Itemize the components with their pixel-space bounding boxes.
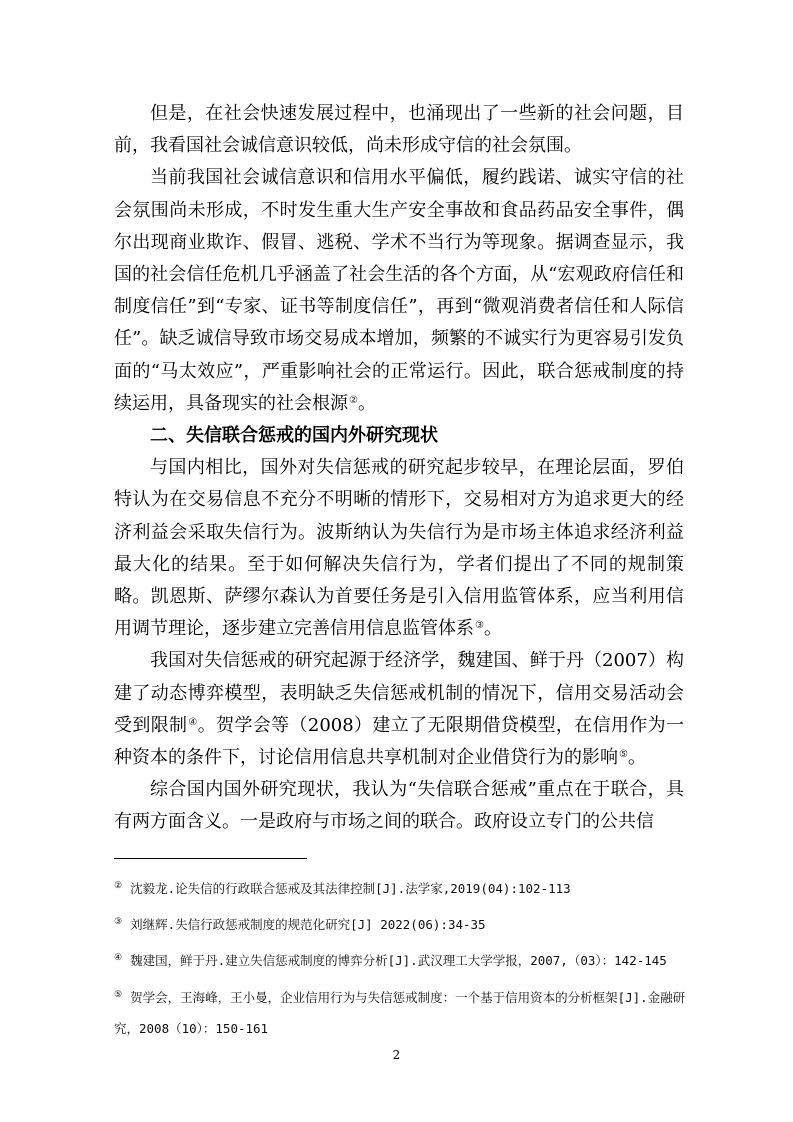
paragraph-text: 。	[357, 392, 376, 414]
paragraph	[114, 98, 684, 162]
paragraph	[114, 452, 684, 645]
footnote-mark: ③	[114, 917, 123, 927]
paragraph-text: 我国对失信惩戒的研究起源于经济学，魏建国、鲜于丹（2007）构建了动态博弈模型，表明缺乏失信惩戒机制的情况下，信用交易活动会受到限制	[114, 650, 684, 736]
footnote-text: 魏建国，鲜于丹.建立失信惩戒制度的博弈分析[J].武汉理工大学学报，2007,（03）：142-145	[130, 953, 667, 968]
paragraph	[114, 162, 684, 420]
paragraph-text: 。	[483, 618, 502, 640]
footnote-reference[interactable]: ③	[475, 620, 484, 632]
footnote-reference[interactable]: ⑤	[619, 749, 628, 761]
page-number: 2	[392, 1048, 401, 1062]
paragraph-text: 。	[627, 747, 646, 769]
footnote	[114, 912, 704, 935]
footnote	[114, 948, 704, 971]
footnote-mark: ⑤	[114, 990, 123, 1000]
paragraph-text: 。贺学会等（2008）建立了无限期借贷模型，在信用作为一种资本的条件下，讨论信用信息共享机制对企业借贷行为的影响	[114, 714, 685, 769]
paragraph	[114, 774, 684, 838]
paragraph-text: 与国内相比，国外对失信惩戒的研究起步较早，在理论层面，罗伯特认为在交易信息不充分不明晰的情形下，交易相对方为追求更大的经济利益会采取失信行为。波斯纳认为失信行为是市场主体追求经济利益最大化的结果。至于如何解决失信行为，学者们提出了不同的规制策略。凯恩斯、萨缪尔森认为首要任务是引入信用监管体系，应当利用信用调节理论，逐步建立完善信用信息监管体系	[114, 457, 684, 640]
footnote-mark: ④	[114, 953, 123, 963]
footnote-reference[interactable]: ②	[349, 394, 358, 406]
section-heading: 二、失信联合惩戒的国内外研究现状	[150, 425, 438, 447]
paragraph	[114, 645, 684, 774]
footnote-reference[interactable]: ④	[188, 716, 198, 728]
paragraph-text: 综合国内国外研究现状，我认为“失信联合惩戒”重点在于联合，具有两方面含义。一是政府与市场之间的联合。政府设立专门的公共信	[114, 779, 684, 833]
footnote	[114, 876, 704, 899]
footnote	[114, 980, 704, 1044]
footnote-text: 贺学会，王海峰，王小曼，企业信用行为与失信惩戒制度：一个基于信用资本的分析框架[J].金融研究，2008（10）：150-161	[114, 990, 686, 1036]
body-text	[114, 98, 684, 839]
footnote-mark: ②	[114, 881, 123, 891]
footnote-text: 刘继辉.失信行政惩戒制度的规范化研究[J] 2022(06):34-35	[130, 917, 486, 932]
footnotes	[114, 876, 704, 1057]
footnote-text: 沈毅龙.论失信的行政联合惩戒及其法律控制[J].法学家,2019(04):102-113	[130, 881, 571, 896]
footnote-separator	[114, 858, 307, 859]
paragraph-text: 但是，在社会快速发展过程中，也涌现出了一些新的社会问题，目前，我看国社会诚信意识较低，尚未形成守信的社会氛围。	[114, 103, 684, 157]
paragraph-text: 当前我国社会诚信意识和信用水平偏低，履约践诺、诚实守信的社会氛围尚未形成，不时发生重大生产安全事故和食品药品安全事件，偶尔出现商业欺诈、假冒、逃税、学术不当行为等现象。据调查显示，我国的社会信任危机几乎涵盖了社会生活的各个方面，从“宏观政府信任和制度信任”到“专家、证书等制度信任”，再到“微观消费者信任和人际信任”。缺乏诚信导致市场交易成本增加，频繁的不诚实行为更容易引发负面的“马太效应”，严重影响社会的正常运行。因此，联合惩戒制度的持续运用，具备现实的社会根源	[114, 167, 684, 414]
